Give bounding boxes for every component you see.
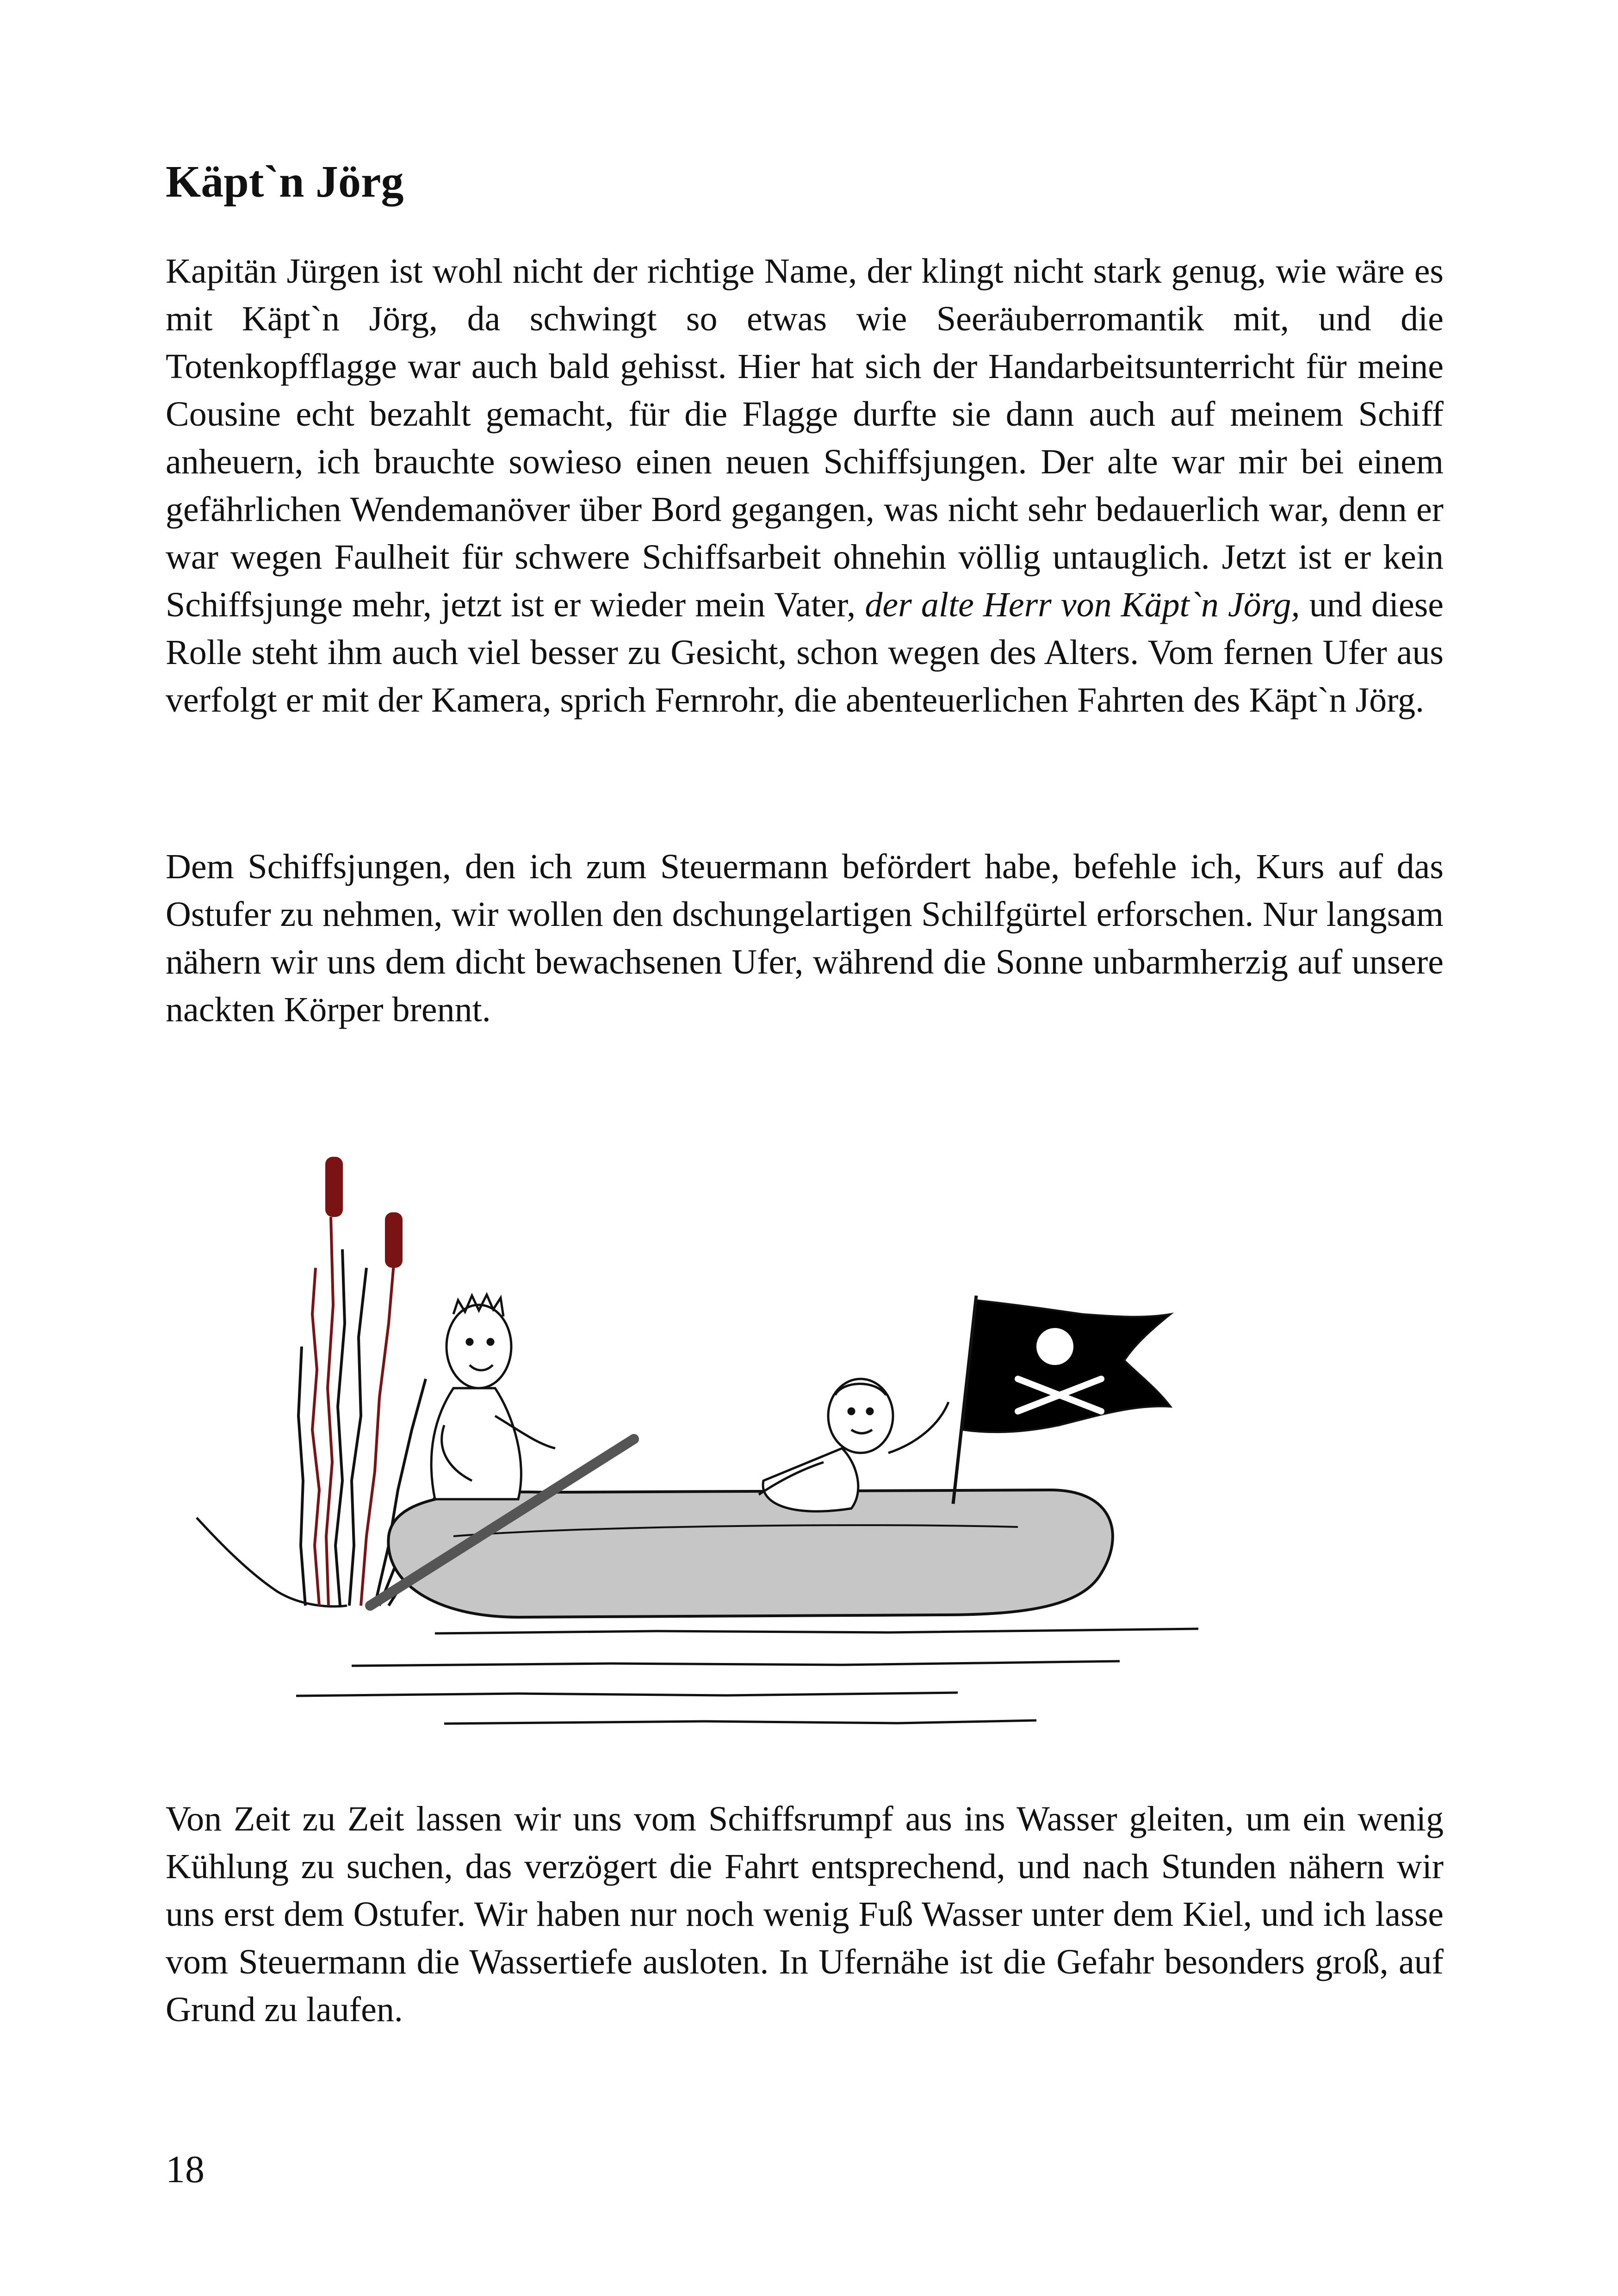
- paragraph-1-text-a: Kapitän Jürgen ist wohl nicht der richtige Name, der klingt nicht stark genug, wie wäre es mit Käpt`n Jörg, da schwingt so etwas wie Seeräuberromantik mit, und die Totenkopfflagge war auch bald gehisst. Hier hat sich der Handarbeitsunterricht für meine Cousine echt bezahlt gemacht, für die Flagge durfte sie dann auch auf meinem Schiff anheuern, ich brauchte sowieso einen neuen Schiffsjungen. Der alte war mir bei einem gefährlichen Wendemanöver über Bord gegangen, was nicht sehr bedauerlich war, denn er war wegen Faulheit für schwere Schiffsarbeit ohnehin völlig untauglich. Jetzt ist er kein Schiffsjunge mehr, jetzt ist er wieder mein Vater,: [166, 252, 1444, 624]
- paragraph-2: Dem Schiffsjungen, den ich zum Steuermann befördert habe, befehle ich, Kurs auf das Ostufer zu nehmen, wir wollen den dschungelartigen Schilfgürtel erforschen. Nur langsam nähern wir uns dem dicht bewachsenen Ufer, während die Sonne unbarmherzig auf unsere nackten Körper brennt.: [166, 847, 1444, 1029]
- water-lines: [296, 1629, 1198, 1724]
- cattail-heads: [325, 1157, 403, 1268]
- pirate-flag: [953, 1296, 1171, 1504]
- paragraph-3: Von Zeit zu Zeit lassen wir uns vom Schiffsrumpf aus ins Wasser gleiten, um ein wenig Kühlung zu suchen, das verzögert die Fahrt entsprechend, und nach Stunden nähern wir uns erst dem Ostufer. Wir haben nur noch wenig Fuß Wasser unter dem Kiel, und ich lasse vom Steuermann die Wassertiefe ausloten. In Ufernähe ist die Gefahr besonders groß, auf Grund zu laufen.: [166, 1800, 1444, 2029]
- skull-icon: [1036, 1328, 1073, 1365]
- rubber-dinghy: [388, 1490, 1112, 1617]
- boat-illustration: [194, 1129, 1235, 1777]
- paragraph-1-italic: der alte Herr von Käpt`n Jörg,: [865, 585, 1300, 624]
- page-number: 18: [166, 2148, 205, 2191]
- rower-figure: [431, 1295, 555, 1499]
- paragraph-1-text-b: und diese Rolle steht ihm auch viel besser zu Gesicht, schon wegen des Alters. Vom fernen Ufer aus verfolgt er mit der Kamera, sprich Fernrohr, die abenteuerlichen Fahrten des Käpt`n Jörg.: [166, 585, 1444, 720]
- chapter-title: Käpt`n Jörg: [166, 157, 404, 207]
- paragraph-1: [166, 248, 1444, 724]
- shoreline: [197, 1518, 347, 1607]
